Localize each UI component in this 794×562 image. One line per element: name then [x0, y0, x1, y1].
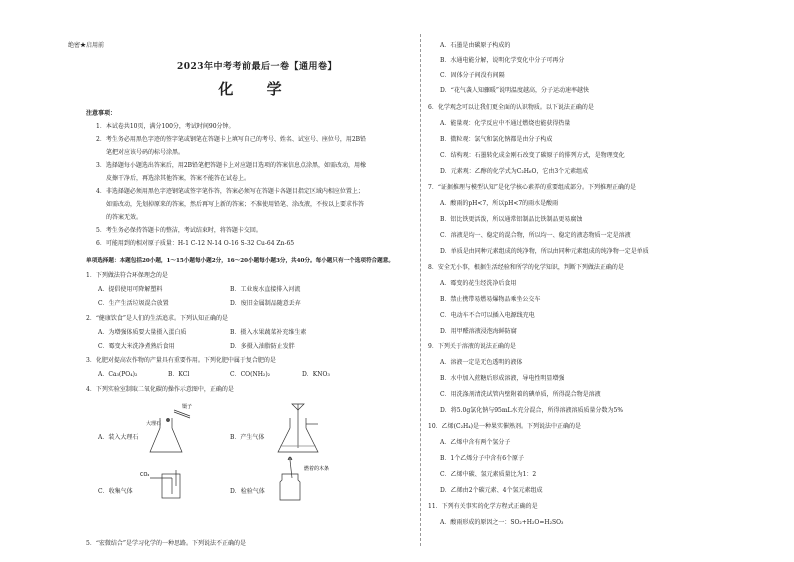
figure-a-flask: [150, 410, 190, 452]
option-d: D．废旧金属制品随意丢弃: [230, 300, 301, 307]
option-a: A．溶液一定是无色透明的液体: [440, 359, 523, 366]
option-a: A．酸雨的pH<7，所以pH<7的雨水是酸雨: [440, 200, 559, 207]
option-d: D．用甲醛溶液浸泡海鲜防腐: [440, 328, 517, 335]
option-b: B．KCl: [168, 371, 190, 378]
co2-label: CO₂: [140, 472, 150, 478]
option-c: C．用洗涤剂清洗试管内壁附着的碘单质，所得混合物是溶液: [440, 391, 601, 398]
option-c: C．CO(NH₂)₂: [230, 371, 271, 378]
marble-label: 大理石: [146, 421, 162, 427]
question-stem: 5．“宏微结合”是学习化学的一种思路。下列说法不正确的是: [86, 540, 246, 547]
option-b: B．微粒观：氯气和氯化钠都是由分子构成: [440, 136, 553, 143]
option-a: A．能量观：化学反应中不通过燃烧也能获得热量: [440, 120, 571, 127]
option-c: C．固体分子间没有间隔: [440, 72, 505, 79]
subject-title: 化 学: [218, 80, 296, 98]
question-stem: 1．下列做法符合环保理念的是: [86, 272, 168, 279]
option-a: A．装入大理石: [98, 434, 139, 441]
question-stem: 10．乙烯(C₂H₄)是一种果实催熟剂。下列说法中正确的是: [428, 423, 581, 430]
figure-d-bottle: [280, 457, 300, 500]
option-d: D．单质是由同种元素组成的纯净物，所以由同种元素组成的纯净物一定是单质: [440, 248, 649, 255]
option-c: C．霉变大米洗净煮熟后食用: [98, 343, 175, 350]
option-d: D．KNO₃: [302, 371, 330, 378]
option-d: D．检验气体: [230, 488, 265, 495]
section-heading: 单项选择题：本题包括20小题，1～15小题每小题2分，16～20小题每小题3分，共40分。每小题只有一个选项符合题意。: [86, 258, 394, 264]
option-a: A．Ca₃(PO₄)₂: [98, 371, 138, 378]
figure-b-flask: [278, 404, 318, 452]
note-line: 的答案无效。: [106, 214, 143, 221]
option-d: D．将5.0g氯化钠与95mL水充分混合，所得溶液溶质质量分数为5%: [440, 407, 624, 414]
option-c: C．生产生活垃圾混合放置: [98, 300, 169, 307]
option-d: D．“花气袭人知骤暖”说明温度越高，分子运动速率越快: [440, 87, 589, 94]
question-stem: 9．下列关于溶液的说法正确的是: [428, 343, 516, 350]
figure-c-bottle: [150, 470, 180, 498]
question-stem: 11．下列有关事实的化学方程式正确的是: [428, 503, 538, 510]
tweezers-label: 镊子: [182, 404, 193, 410]
option-b: B．产生气体: [230, 434, 265, 441]
option-b: B．水中加入蔗糖后形成溶液，导电性明显增强: [440, 375, 565, 382]
option-a: A．提倡使用可降解塑料: [98, 286, 163, 293]
option-b: B．1个乙烯分子中含有6个原子: [440, 455, 525, 462]
question-stem: 3．化肥对提高农作物的产量具有重要作用。下列化肥中属于复合肥的是: [86, 357, 276, 364]
option-d: D．元素观：乙醇的化学式为C₂H₆O，它由3个元素组成: [440, 168, 589, 175]
option-d: D．乙烯由2个碳元素、4个氢元素组成: [440, 487, 543, 494]
option-b: B．工业废水直接排入河流: [230, 286, 301, 293]
option-b: B．摄入水果蔬菜补充维生素: [230, 329, 307, 336]
note-line: 4．非选择题必须用黑色字迹钢笔或签字笔作答，答案必须写在答题卡各题目指定区域内相应位置上；: [96, 188, 364, 195]
option-c: C．收集气体: [98, 488, 133, 495]
option-a: A．酸雨形成的原因之一：SO₂+H₂O=H₂SO₃: [440, 519, 564, 526]
option-d: D．多摄入油脂防止发胖: [230, 343, 295, 350]
option-b: B．禁止携带易燃易爆物品乘坐公交车: [440, 296, 541, 303]
option-c: C．乙烯中碳、氢元素质量比为1：2: [440, 471, 537, 478]
note-line: 如需改动，先划掉原来的答案，然后再写上新的答案；不准使用铅笔、涂改液，不按以上要求作答: [106, 201, 365, 208]
note-line: 笔把对应该号码的标号涂黑。: [106, 149, 185, 156]
note-line: 3．选择题每小题选出答案后，用2B铅笔把答题卡上对应题目选项的答案信息点涂黑，如需改动，用橡: [96, 162, 367, 169]
option-a: A．石墨是由碳原子构成的: [440, 42, 511, 49]
match-label: 燃着的木条: [304, 466, 330, 472]
note-line: 2．考生务必用黑色字迹的签字笔或钢笔在答题卡上填写自己的考号、姓名、试室号、座位号，用2B铅: [96, 136, 367, 143]
note-line: 6．可能用到的相对原子质量：H-1 C-12 N-14 O-16 S-32 Cu-64 Zn-65: [96, 240, 295, 247]
option-a: A．为增强体质要大量摄入蛋白质: [98, 329, 187, 336]
note-line: 皮擦干净后，再选涂其他答案，答案不能答在试卷上。: [106, 175, 251, 182]
option-c: C．溶液是均一、稳定的混合物，所以均一、稳定的液态物质一定是溶液: [440, 232, 631, 239]
option-b: B．水通电能分解，说明化学变化中分子可再分: [440, 57, 565, 64]
note-line: 1．本试卷共10页，满分100分，考试时间90分钟。: [96, 123, 235, 130]
option-a: A．霉变的花生经洗净后食用: [440, 280, 517, 287]
option-c: C．电动车不合可以插入电源线充电: [440, 312, 535, 319]
question-stem: 8．安全无小事，根据生活经验和所学的化学知识，判断下列做法正确的是: [428, 264, 624, 271]
option-b: B．铝比铁更活泼，所以通常铝制品比铁制品更易腐蚀: [440, 216, 583, 223]
question-stem: 4．下列实验室制取二氧化碳的操作示意图中，正确的是: [86, 386, 234, 393]
question-stem: 6．化学观念可以让我们更全面的认识物质。以下说法正确的是: [428, 104, 594, 111]
question-stem: 7．“证据推理与模型认知”是化学核心素养的重要组成部分。下列推理正确的是: [428, 184, 636, 191]
option-c: C．结构观：石墨转化成金刚石改变了碳原子的排列方式，是物理变化: [440, 152, 625, 159]
option-a: A．乙烯中含有两个氢分子: [440, 439, 511, 446]
note-line: 5．考生务必保持答题卡的整洁，考试结束时，将答题卡交回。: [96, 227, 262, 234]
exam-title: 2023年中考考前最后一卷【通用卷】: [176, 62, 338, 72]
question-stem: 2．“健康饮食”是人们的生活追求。下列认知正确的是: [86, 315, 228, 322]
secret-label: 绝密★启用前: [68, 42, 105, 49]
notes-heading: 注意事项：: [86, 110, 117, 117]
